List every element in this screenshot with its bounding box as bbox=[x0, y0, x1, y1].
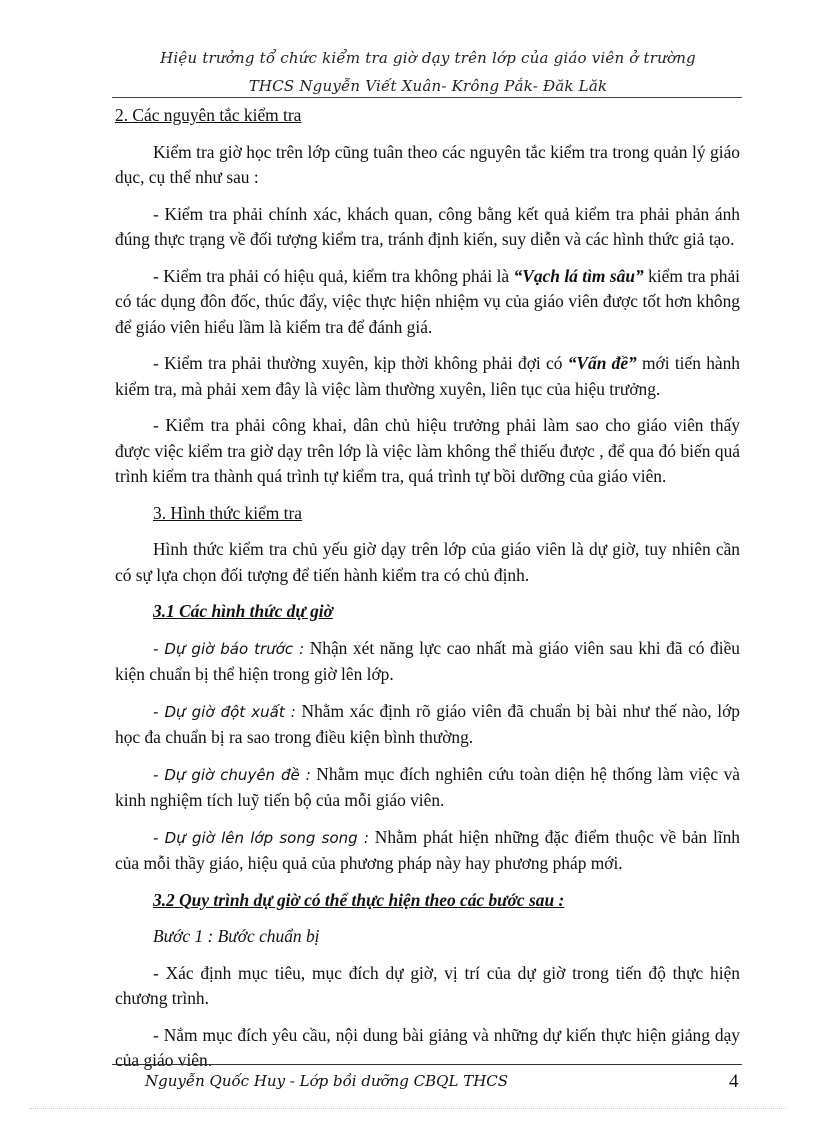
document-body bbox=[115, 103, 740, 1085]
quote-vach-la: “Vạch lá tìm sâu” bbox=[513, 265, 644, 286]
observation-type-announced bbox=[115, 636, 740, 688]
footer-divider bbox=[112, 1064, 742, 1065]
observation-label: - Dự giờ lên lớp song song : bbox=[153, 828, 369, 847]
observation-type-parallel bbox=[115, 825, 740, 877]
section-2-title: 2. Các nguyên tắc kiểm tra bbox=[115, 105, 302, 125]
observation-type-surprise bbox=[115, 699, 740, 751]
principle-transparency: - Kiểm tra phải công khai, dân chủ hiệu trưởng phải làm sao cho giáo viên thấy được việc kiểm tra giờ dạy trên lớp là việc làm không thể thiếu được , để qua đó biến quá trình kiểm tra thành quá trình tự kiểm tra, quá trình tự bồi dưỡng của giáo viên. bbox=[115, 415, 740, 486]
observation-label: - Dự giờ báo trước : bbox=[153, 639, 305, 658]
observation-text: Nhằm xác định rõ giáo viên đã chuẩn bị bài như thế nào, lớp học đa chuẩn bị ra sao trong điều kiện bình thường. bbox=[115, 700, 740, 747]
principle-effectiveness bbox=[115, 264, 740, 341]
page-number: 4 bbox=[729, 1071, 739, 1092]
observation-label: - Dự giờ đột xuất : bbox=[153, 702, 296, 721]
footer-author: Nguyễn Quốc Huy - Lớp bồi dưỡng CBQL THCS bbox=[145, 1072, 509, 1090]
subsection-3-2-title: 3.2 Quy trình dự giờ có thể thực hiện theo các bước sau : bbox=[153, 889, 565, 910]
quote-van-de: “Vấn đề” bbox=[567, 353, 637, 373]
page-bottom-dotted-line bbox=[30, 1108, 786, 1109]
principle-effectiveness-text: - Kiểm tra phải có hiệu quả, kiểm tra không phải là bbox=[153, 265, 514, 286]
observation-text: Nhằm mục đích nghiên cứu toàn diện hệ thống làm việc và kinh nghiệm tích luỹ tiến bộ của mỗi giáo viên. bbox=[115, 763, 740, 810]
observation-text: Nhằm phát hiện những đặc điểm thuộc về bản lĩnh của mỗi thầy giáo, hiệu quả của phương pháp này hay phương pháp mới. bbox=[115, 826, 740, 873]
step-1-item-goals: - Xác định mục tiêu, mục đích dự giờ, vị trí của dự giờ trong tiến độ thực hiện chương trình. bbox=[115, 962, 740, 1008]
subsection-3-1-title: 3.1 Các hình thức dự giờ bbox=[153, 601, 333, 621]
step-1-title: Bước 1 : Bước chuẩn bị bbox=[153, 926, 320, 946]
running-header-line1: Hiệu trưởng tổ chức kiểm tra giờ dạy trên lớp của giáo viên ở trường bbox=[160, 49, 696, 67]
principle-regularity-text: - Kiểm tra phải thường xuyên, kịp thời không phải đợi có bbox=[153, 353, 568, 373]
principle-regularity-rest: mới tiến hành kiểm tra, mà phải xem đây là việc làm thường xuyên, liên tục của hiệu trưởng. bbox=[115, 353, 741, 399]
principle-regularity bbox=[115, 351, 740, 402]
header-divider bbox=[112, 97, 742, 98]
step-1-item-requirements: - Nắm mục đích yêu cầu, nội dung bài giảng và những dự kiến thực hiện giảng dạy của giáo viên. bbox=[115, 1024, 740, 1070]
running-header-line2: THCS Nguyễn Viết Xuân- Krông Pắk- Đăk Lăk bbox=[248, 77, 608, 95]
principle-accuracy: - Kiểm tra phải chính xác, khách quan, công bằng kết quả kiểm tra phải phản ánh đúng thực trạng về đối tượng kiểm tra, tránh định kiến, suy diễn và các hình thức giả tạo. bbox=[115, 203, 740, 249]
principle-effectiveness-rest: kiểm tra phải có tác dụng đôn đốc, thúc đẩy, việc thực hiện nhiệm vụ của giáo viên được tốt hơn không để giáo viên hiểu lầm là kiểm tra để đánh giá. bbox=[115, 265, 740, 337]
section-3-title: 3. Hình thức kiểm tra bbox=[153, 502, 303, 523]
observation-text: Nhận xét năng lực cao nhất mà giáo viên sau khi đã có điều kiện chuẩn bị thể hiện trong giờ lên lớp. bbox=[115, 637, 740, 684]
section-2-intro: Kiểm tra giờ học trên lớp cũng tuân theo các nguyên tắc kiểm tra trong quản lý giáo dục, cụ thể như sau : bbox=[115, 141, 740, 187]
left-margin bbox=[108, 0, 109, 1123]
section-3-intro: Hình thức kiểm tra chủ yếu giờ dạy trên lớp của giáo viên là dự giờ, tuy nhiên cần có sự lựa chọn đối tượng để tiến hành kiểm tra có chủ định. bbox=[115, 539, 740, 585]
observation-type-thematic bbox=[115, 762, 740, 814]
observation-label: - Dự giờ chuyên đề : bbox=[153, 765, 311, 784]
